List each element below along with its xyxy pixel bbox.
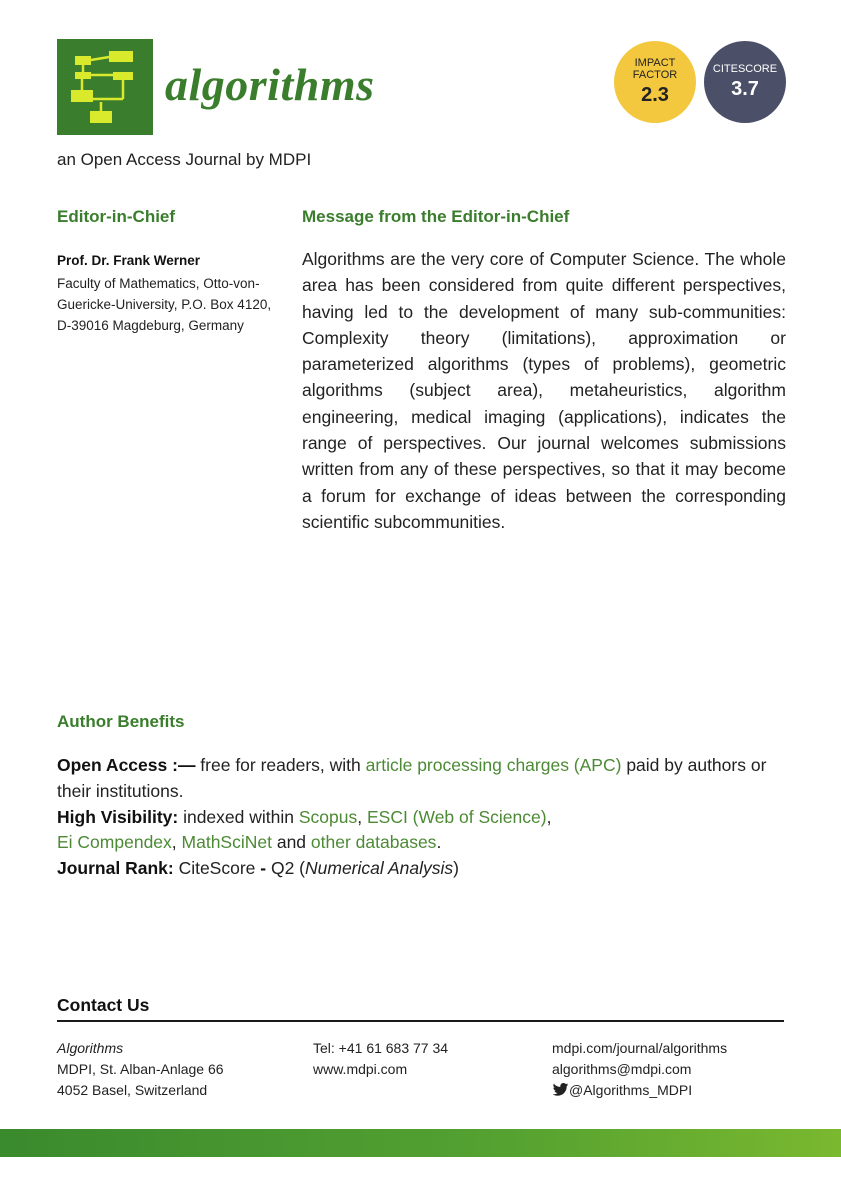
editor-heading: Editor-in-Chief bbox=[57, 207, 176, 226]
benefits-list bbox=[57, 753, 797, 882]
editor-affiliation: Faculty of Mathematics, Otto-von-Guericke-University, P.O. Box 4120, D-39016 Magdeburg, Germany bbox=[57, 276, 272, 333]
apc-link[interactable]: article processing charges (APC) bbox=[365, 755, 622, 775]
footer-color-bar bbox=[0, 1129, 841, 1157]
contact-address-line2: 4052 Basel, Switzerland bbox=[57, 1082, 208, 1098]
twitter-handle: @Algorithms_MDPI bbox=[569, 1082, 693, 1098]
benefit-journal-rank bbox=[57, 856, 797, 882]
message-body: Algorithms are the very core of Computer Science. The whole area has been considered from quite different perspectives, having led to the development of many sub-communities: Complexity theory (limitations), approximation or parameterized algorithms (types of problems), geometric algorithms (subject area), metaheuristics, algorithm engineering, medical imaging (applications), indicates the range of perspectives. Our journal welcomes submissions written from any of these perspectives, so that it may become a forum for exchange of ideas between the corresponding scientific subcommunities. bbox=[302, 249, 786, 532]
visibility-end: . bbox=[436, 832, 442, 853]
benefits-heading: Author Benefits bbox=[57, 712, 185, 731]
contact-online-column bbox=[552, 1038, 727, 1101]
contact-address-column bbox=[57, 1038, 224, 1101]
contact-email[interactable]: algorithms@mdpi.com bbox=[552, 1061, 692, 1077]
other-databases-link[interactable]: other databases bbox=[310, 832, 437, 853]
benefit-visibility bbox=[57, 805, 797, 857]
rank-field: Numerical Analysis bbox=[305, 858, 454, 879]
ei-compendex-link[interactable]: Ei Compendex bbox=[57, 832, 172, 853]
journal-url-link[interactable]: mdpi.com/journal/algorithms bbox=[552, 1040, 728, 1056]
open-access-text-end: paid by authors or their institutions. bbox=[57, 755, 767, 801]
contact-journal: Algorithms bbox=[57, 1040, 124, 1056]
open-access-label: Open Access : bbox=[57, 755, 178, 775]
impact-factor-value: 2.3 bbox=[641, 83, 669, 106]
benefit-open-access bbox=[57, 753, 797, 805]
citescore-badge bbox=[704, 41, 786, 123]
rank-label: Journal Rank: bbox=[57, 858, 174, 879]
visibility-label: High Visibility: bbox=[57, 806, 179, 827]
mdpi-website-link[interactable]: www.mdpi.com bbox=[313, 1061, 408, 1077]
rank-end: ) bbox=[453, 858, 459, 879]
contact-tel: Tel: +41 61 683 77 34 bbox=[313, 1040, 449, 1056]
impact-factor-label-line2: FACTOR bbox=[632, 69, 678, 81]
twitter-handle-row[interactable] bbox=[552, 1080, 727, 1101]
impact-factor-label-line1: IMPACT bbox=[634, 57, 676, 70]
editor-name: Prof. Dr. Frank Werner bbox=[57, 253, 201, 268]
rank-quartile: Q2 ( bbox=[266, 858, 305, 879]
message-heading: Message from the Editor-in-Chief bbox=[302, 207, 570, 226]
mathscinet-link[interactable]: MathSciNet bbox=[181, 832, 272, 853]
citescore-label: CITESCORE bbox=[712, 63, 778, 76]
impact-factor-badge bbox=[614, 41, 696, 123]
twitter-icon bbox=[552, 1081, 569, 1094]
rank-text: CiteScore bbox=[173, 858, 261, 879]
open-access-text: free for readers, with bbox=[195, 755, 366, 775]
esci-link[interactable]: ESCI (Web of Science) bbox=[366, 806, 547, 827]
journal-title: algorithms bbox=[165, 59, 375, 110]
scopus-link[interactable]: Scopus bbox=[298, 806, 358, 827]
rank-dash: - bbox=[260, 858, 267, 879]
contact-divider bbox=[57, 1020, 784, 1022]
journal-tagline: an Open Access Journal by MDPI bbox=[57, 150, 312, 169]
visibility-and: and bbox=[271, 832, 311, 853]
citescore-value: 3.7 bbox=[731, 77, 759, 100]
open-access-dash: — bbox=[177, 755, 196, 775]
contact-phone-column bbox=[313, 1038, 448, 1080]
visibility-text: indexed within bbox=[178, 806, 299, 827]
visibility-sep2: , bbox=[546, 806, 552, 827]
visibility-sep3: , bbox=[171, 832, 182, 853]
visibility-sep1: , bbox=[357, 806, 367, 827]
flowchart-logo-icon bbox=[57, 39, 153, 135]
contact-heading: Contact Us bbox=[57, 995, 150, 1015]
contact-address-line1: MDPI, St. Alban-Anlage 66 bbox=[57, 1061, 224, 1077]
journal-logo bbox=[57, 39, 153, 135]
